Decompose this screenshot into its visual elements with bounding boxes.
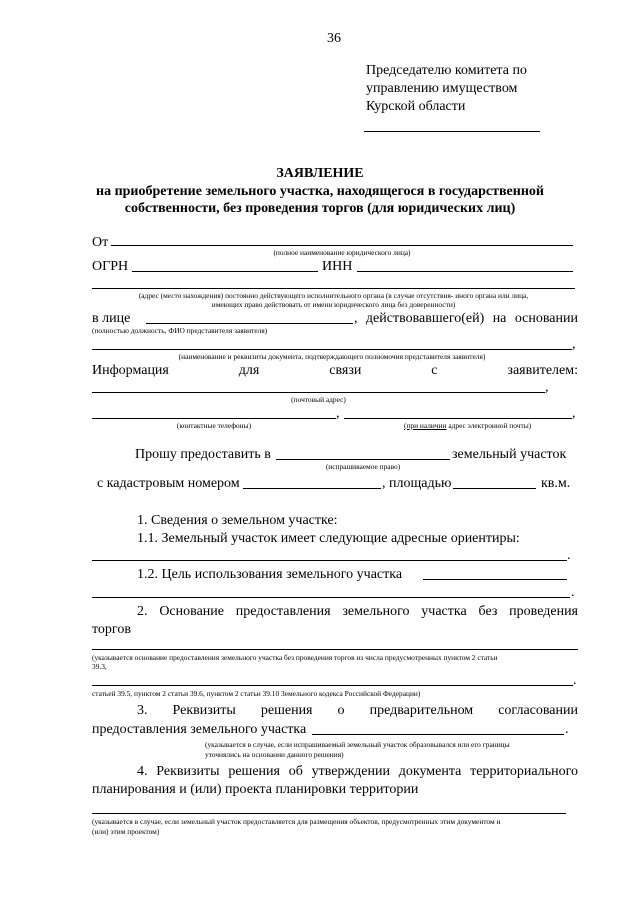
section-3-end: .	[565, 722, 569, 737]
section-1-2-field-first[interactable]	[423, 579, 567, 580]
email-field[interactable]	[344, 418, 572, 419]
section-3-line-2: предоставления земельного участка	[92, 722, 307, 737]
document-subtitle-line-1: на приобретение земельного участка, находящегося в государственной	[96, 184, 544, 199]
postal-address-field[interactable]	[92, 392, 545, 393]
requested-right-field[interactable]	[276, 459, 450, 460]
section-3-caption-line-2: уточнялись на основании данного решения)	[205, 750, 344, 759]
section-2-field-first[interactable]	[92, 649, 578, 650]
address-caption-line-1: (адрес (место нахождения) постоянно действующего исполнительного органа (в случае отсутствия- иного органа или лица,	[138, 291, 529, 300]
document-title: ЗАЯВЛЕНИЕ	[276, 166, 364, 181]
ogrn-label: ОГРН	[92, 259, 129, 274]
section-4-line-2: планирования и (или) проекта планировки территории	[92, 782, 419, 797]
section-1-1-label: 1.1. Земельный участок имеет следующие адресные ориентиры:	[137, 531, 520, 546]
area-unit: кв.м.	[541, 476, 571, 491]
section-2-caption-line-3: статьей 39.5, пунктом 2 статьи 39.6, пунктом 2 статьи 39.10 Земельного кодекса Российской Федерации)	[92, 689, 421, 698]
section-1-2-label: 1.2. Цель использования земельного участка	[137, 567, 403, 582]
request-suffix: земельный участок	[452, 447, 567, 462]
document-subtitle-line-2: собственности, без проведения торгов (для юридических лиц)	[124, 201, 516, 216]
section-1-heading: 1. Сведения о земельном участке:	[137, 513, 338, 528]
email-end-comma: ,	[572, 406, 576, 421]
section-2-end: .	[573, 673, 577, 688]
section-3-caption-line-1: (указывается в случае, если испрашиваемый земельный участок образовывался или его границы	[205, 740, 510, 749]
requested-right-caption: (испрашиваемое право)	[325, 462, 401, 471]
section-4-line-1: 4. Реквизиты решения об утверждении документа территориального	[137, 764, 578, 779]
area-field[interactable]	[453, 488, 536, 489]
section-4-caption-line-2: (или) этим проектом)	[92, 827, 160, 836]
section-1-2-field-second[interactable]	[92, 597, 570, 598]
email-caption-rest: адрес электронной почты)	[446, 421, 532, 430]
basis-document-caption: (наименование и реквизиты документа, подтверждающего полномочия представителя заявителя)	[178, 352, 486, 361]
postal-address-caption: (почтовый адрес)	[291, 395, 346, 404]
ogrn-field[interactable]	[132, 271, 318, 272]
email-caption	[404, 421, 531, 430]
section-3-field[interactable]	[312, 734, 564, 735]
from-label: От	[92, 235, 109, 250]
postal-end-comma: ,	[545, 380, 549, 395]
addressee-line-1: Председателю комитета по	[366, 63, 527, 78]
addressee-signature-line[interactable]	[364, 131, 540, 132]
representative-caption: (полностью должность, ФИО представителя заявителя)	[92, 326, 268, 335]
section-4-field[interactable]	[92, 813, 566, 814]
request-prefix: Прошу предоставить в	[135, 447, 271, 462]
email-caption-underlined: (при наличии	[404, 421, 447, 430]
phones-separator: ,	[336, 406, 340, 421]
section-2-caption-line-2: 39.3,	[92, 662, 107, 671]
area-label: , площадью	[382, 476, 452, 491]
phones-caption: (контактные телефоны)	[176, 421, 252, 430]
addressee-line-2: управлению имуществом	[366, 81, 518, 96]
cadastral-label: с кадастровым номером	[97, 476, 240, 491]
section-2-caption-line-1: (указывается основание предоставления земельного участка без проведения торгов из числа предусмотренных пунктом 2 статьи	[92, 653, 498, 662]
section-2-field-second[interactable]	[92, 685, 573, 686]
inn-field[interactable]	[357, 271, 573, 272]
company-name-caption: (полное наименование юридического лица)	[273, 248, 411, 257]
inn-label: ИНН	[322, 259, 353, 274]
section-4-caption-line-1: (указывается в случае, если земельный участок предоставляется для размещения объектов, предусмотренных этим документом и	[92, 817, 501, 826]
phones-field[interactable]	[92, 418, 336, 419]
representative-field[interactable]	[146, 323, 353, 324]
person-label: в лице	[92, 311, 131, 326]
contact-heading: Информация для связи с заявителем:	[92, 363, 578, 378]
section-1-1-field[interactable]	[92, 560, 567, 561]
acting-basis-label: , действовавшего(ей) на основании	[354, 311, 578, 326]
company-name-field[interactable]	[111, 245, 573, 246]
section-2-line-1: 2. Основание предоставления земельного участка без проведения	[137, 604, 578, 619]
section-1-1-end: .	[567, 548, 571, 563]
basis-end-comma: ,	[572, 337, 576, 352]
section-3-line-1: 3. Реквизиты решения о предварительном согласовании	[137, 703, 578, 718]
page-number: 36	[327, 31, 341, 46]
section-1-2-end: .	[571, 585, 575, 600]
basis-document-field[interactable]	[92, 349, 572, 350]
section-2-line-2: торгов	[92, 622, 131, 637]
cadastral-number-field[interactable]	[243, 488, 381, 489]
addressee-line-3: Курской области	[366, 99, 466, 114]
address-caption-line-2: имеющих право действовать от имени юридического лица без доверенности)	[211, 300, 456, 309]
address-field[interactable]	[92, 288, 575, 289]
